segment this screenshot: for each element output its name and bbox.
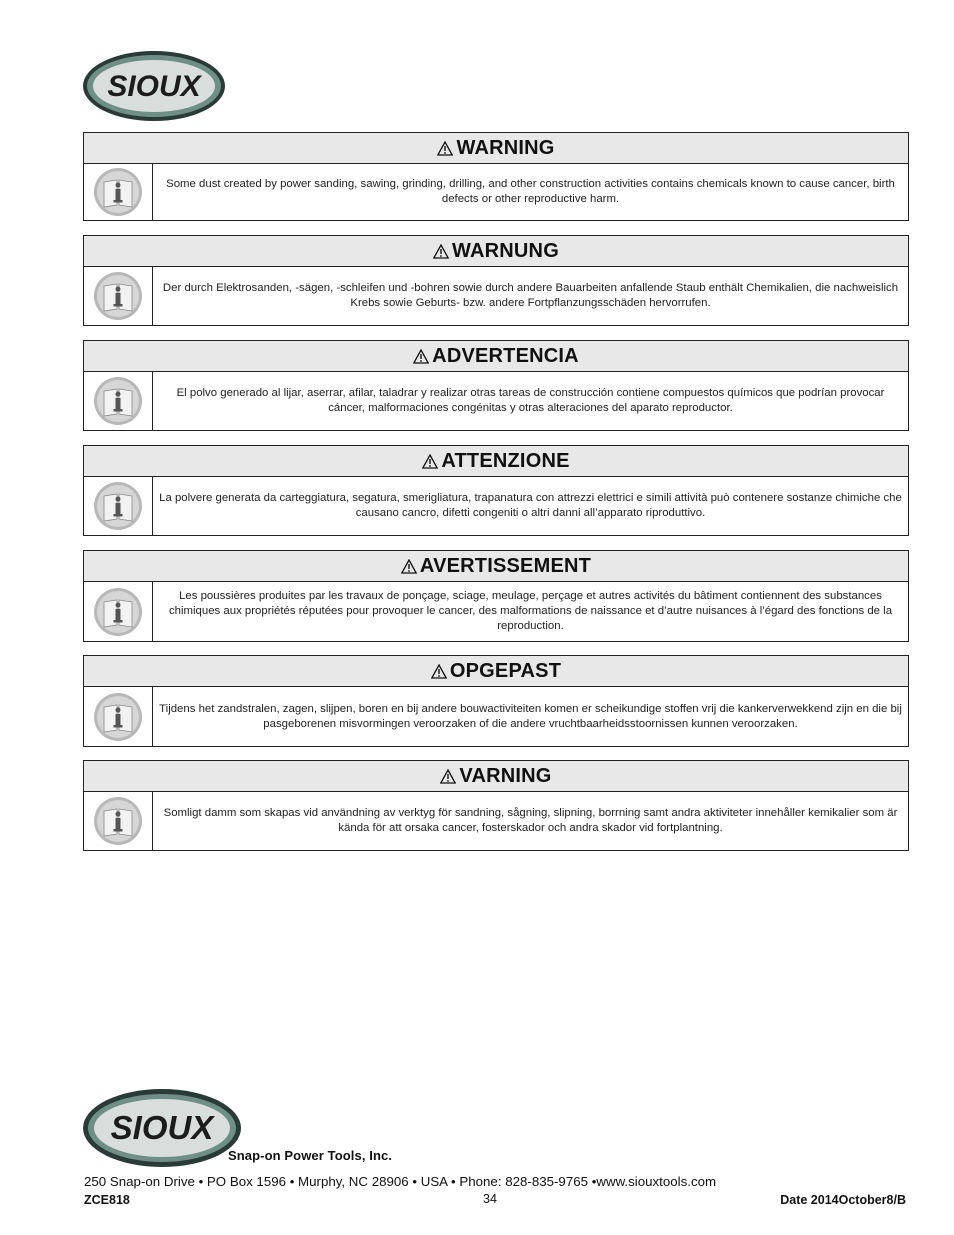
warning-title: ATTENZIONE [441,449,570,472]
document-date: Date 2014October8/B [780,1193,906,1207]
warning-box-varning [83,760,909,851]
warning-triangle-icon [413,349,429,364]
read-manual-icon [93,481,143,531]
warning-box-attenzione [83,445,909,536]
logo-wordmark-footer: SIOUX [110,1109,214,1146]
warning-title: WARNUNG [452,239,559,262]
sioux-logo [80,48,228,124]
warning-header [84,446,908,477]
warning-triangle-icon [431,664,447,679]
warning-text: Les poussières produites par les travaux de ponçage, sciage, meulage, perçage et autres activités du bâtiment contiennent des substances chimiques aux propriétés réputées pour provoquer le cancer, des malformations de naissance et d’autre nuisances à l’égard des fonctions de la reproduction. [168,590,893,632]
warning-box-advertencia [83,340,909,431]
warning-text: El polvo generado al lijar, aserrar, afilar, taladrar y realizar otras tareas de construcción contiene compuestos químicos que podrían provocar cáncer, malformaciones congénitas y otras alteraciones del aparato reproductor. [176,387,885,414]
warning-text: Der durch Elektrosanden, -sägen, -schleifen und -bohren sowie durch andere Bauarbeiten anfallende Staub enthält Chemikalien, die nachweislich Krebs sowie Geburts- bzw. andere Fortpflanzungsschäden hervorrufen. [162,282,899,309]
read-manual-icon [93,796,143,846]
warning-title: WARNING [456,136,555,159]
read-manual-icon [93,692,143,742]
warning-triangle-icon [440,769,456,784]
warning-header [84,236,908,267]
warning-box-warnung [83,235,909,326]
read-manual-icon [93,587,143,637]
warning-header [84,761,908,792]
warning-text: Some dust created by power sanding, sawing, grinding, drilling, and other construction activities contains chemicals known to cause cancer, birth defects or other reproductive harm. [166,178,895,205]
warning-triangle-icon [437,141,453,156]
warning-text: Tijdens het zandstralen, zagen, slijpen, boren en bij andere bouwactiviteiten komen er scheikundige stoffen vrij die kankerverwekkend zijn en die bij pasgeborenen misvormingen veroorzaken of die andere vruchtbaarheidsstoornissen kunnen veroorzaken. [159,702,902,730]
warning-header [84,551,908,582]
page-number: 34 [483,1192,497,1206]
warning-header [84,133,908,164]
warning-triangle-icon [422,454,438,469]
warning-header [84,656,908,687]
logo-wordmark: SIOUX [107,70,201,103]
warning-box-avertissement [83,550,909,642]
company-name: Snap-on Power Tools, Inc. [228,1148,393,1163]
warning-title: OPGEPAST [449,659,562,682]
read-manual-icon [93,167,143,217]
document-code: ZCE818 [84,1193,130,1207]
warning-title: AVERTISSEMENT [419,554,592,577]
warning-title: VARNING [459,764,552,787]
warning-triangle-icon [433,244,449,259]
warning-text: La polvere generata da carteggiatura, segatura, smerigliatura, trapanatura con attrezzi elettrici e simili attività può contenere sostanze chimiche che causano cancro, difetti congeniti o altri danni all’apparato riproduttivo. [159,492,902,519]
warning-box-warning [83,132,909,221]
warning-text: Somligt damm som skapas vid användning av verktyg för sandning, sågning, slipning, borrning samt andra aktiviteter innehåller kemikalier som är kända för att orsaka cancer, fosterskador och andra skador vid fortplantning. [163,807,898,834]
warning-title: ADVERTENCIA [432,344,579,367]
company-address: 250 Snap-on Drive • PO Box 1596 • Murphy, NC 28906 • USA • Phone: 828-835-9765 •www.siouxtools.com [84,1174,717,1189]
warning-triangle-icon [401,559,417,574]
read-manual-icon [93,271,143,321]
read-manual-icon [93,376,143,426]
warning-header [84,341,908,372]
sioux-logo-footer [80,1086,244,1170]
warning-box-opgepast [83,655,909,747]
